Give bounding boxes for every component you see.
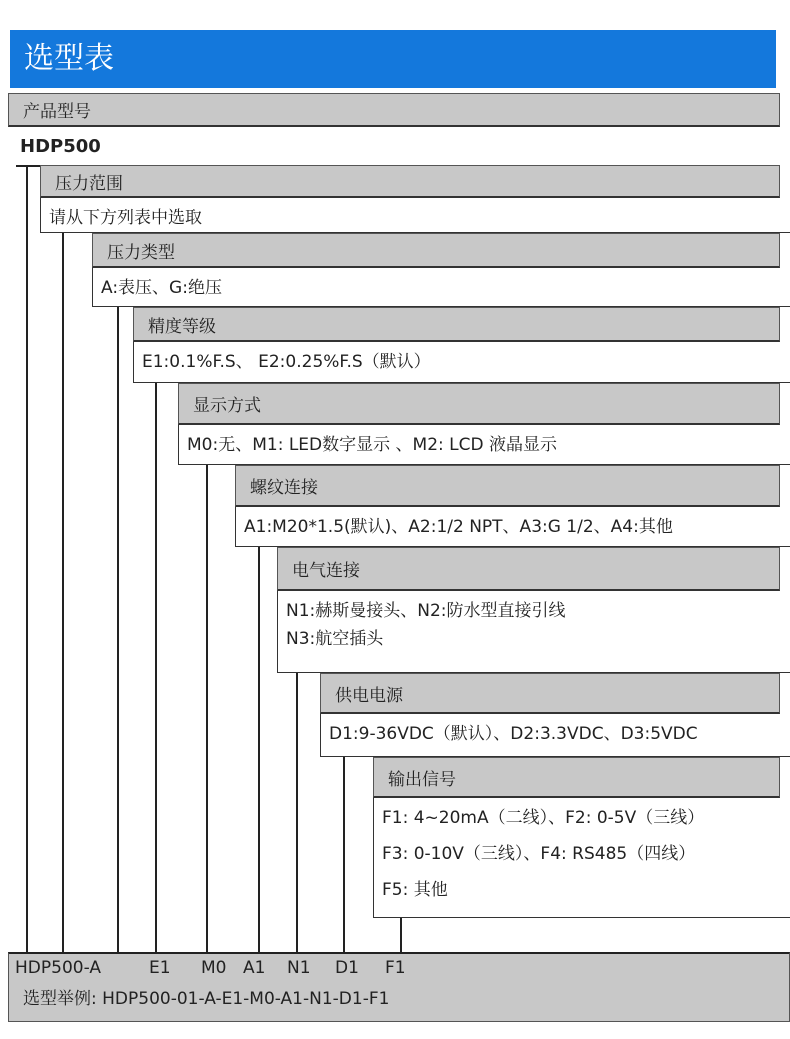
section-header: 供电电源 [320, 673, 780, 714]
section-options [40, 198, 790, 233]
code-part: E1 [149, 958, 171, 978]
example-box [8, 952, 790, 1022]
code-part: HDP500-A [15, 958, 101, 978]
page-title: 选型表 [10, 30, 776, 88]
option-line: N3:航空插头 [286, 629, 384, 649]
option-line: M0:无、M1: LED数字显示 、M2: LCD 液晶显示 [187, 435, 557, 455]
connector-line [296, 673, 298, 952]
section-header: 电气连接 [277, 547, 780, 591]
section-options [320, 714, 790, 757]
section-options [133, 342, 790, 383]
connector-line [117, 307, 119, 952]
option-line: A:表压、G:绝压 [101, 278, 222, 298]
connector-line [206, 465, 208, 952]
option-line: A1:M20*1.5(默认)、A2:1/2 NPT、A3:G 1/2、A4:其他 [244, 517, 673, 537]
section-options [373, 798, 790, 918]
section-header: 螺纹连接 [235, 465, 780, 507]
example-text: 选型举例: HDP500-01-A-E1-M0-A1-N1-D1-F1 [23, 989, 390, 1009]
connector-line [16, 165, 42, 167]
section-options [277, 591, 790, 673]
section-header: 精度等级 [133, 307, 780, 342]
section-header: 压力类型 [92, 233, 780, 268]
code-part: D1 [335, 958, 359, 978]
option-line: D1:9-36VDC（默认）、D2:3.3VDC、D3:5VDC [329, 724, 698, 744]
option-line: E1:0.1%F.S、 E2:0.25%F.S（默认） [142, 352, 431, 372]
code-part: M0 [201, 958, 227, 978]
code-part: N1 [287, 958, 311, 978]
model-name: HDP500 [20, 136, 101, 157]
code-part: F1 [385, 958, 406, 978]
section-options [178, 425, 790, 465]
connector-line [155, 383, 157, 952]
connector-line [400, 918, 402, 952]
section-options [92, 268, 790, 307]
code-part: A1 [243, 958, 266, 978]
section-header: 输出信号 [373, 757, 780, 798]
section-header: 显示方式 [178, 383, 780, 425]
option-line: F3: 0-10V（三线）、F4: RS485（四线） [382, 844, 696, 864]
connector-line [26, 165, 28, 952]
connector-line [258, 547, 260, 952]
option-line: 请从下方列表中选取 [49, 208, 202, 228]
option-line: F1: 4~20mA（二线）、F2: 0-5V（三线） [382, 808, 705, 828]
section-options [235, 507, 790, 547]
connector-line [343, 757, 345, 952]
product-model-header: 产品型号 [8, 93, 780, 127]
option-line: F5: 其他 [382, 880, 448, 900]
option-line: N1:赫斯曼接头、N2:防水型直接引线 [286, 601, 566, 621]
section-header: 压力范围 [40, 165, 780, 198]
connector-line [62, 233, 64, 952]
